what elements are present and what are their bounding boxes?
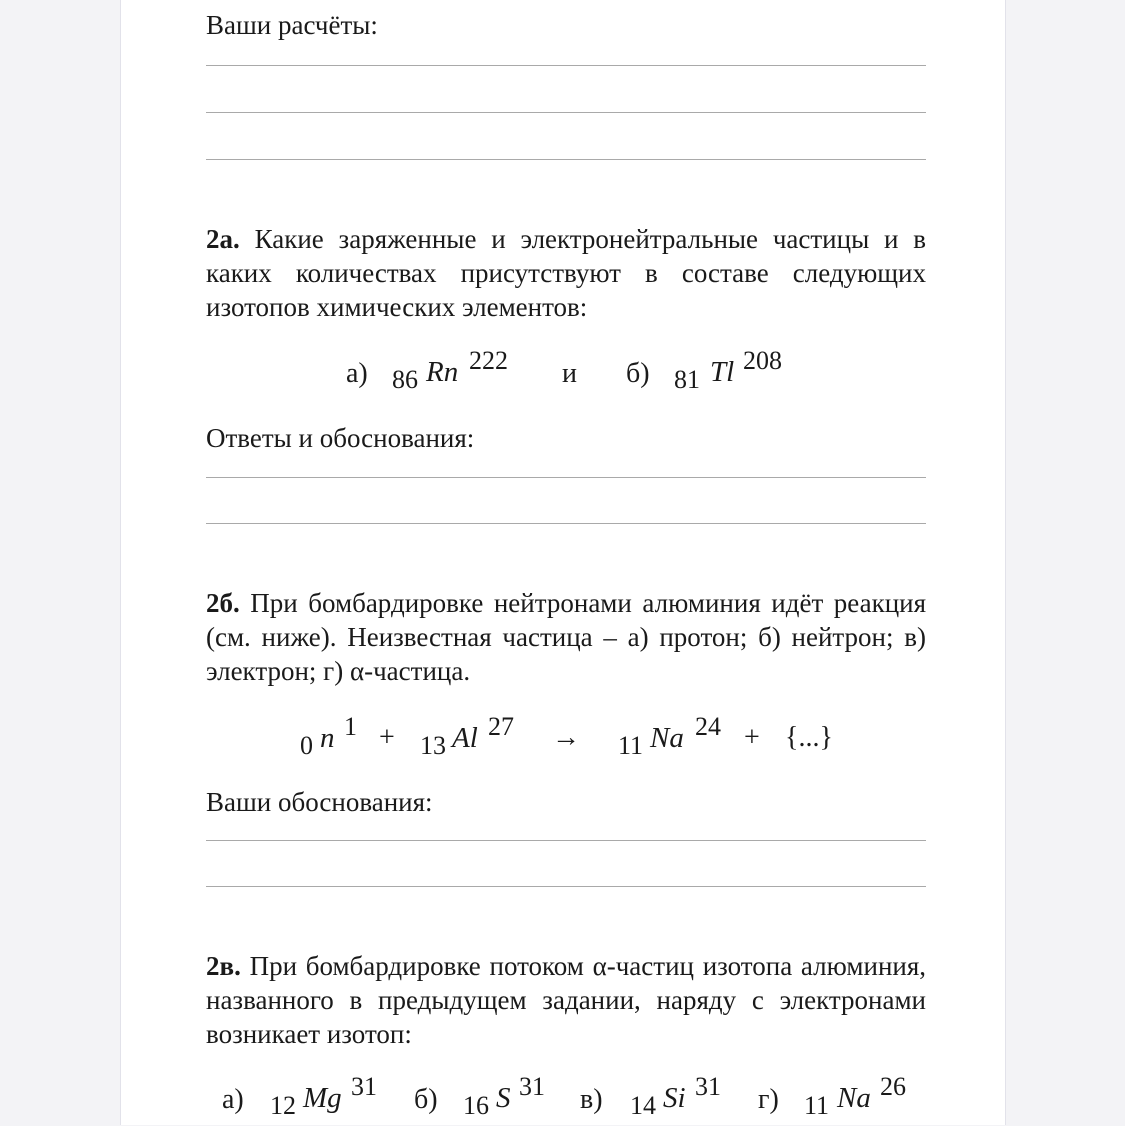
reasons-label: Ваши обоснования: <box>206 787 433 817</box>
answer-line <box>206 886 926 887</box>
atomic-number: 86 <box>392 365 418 394</box>
atomic-number: 11 <box>804 1091 830 1120</box>
element-symbol: Si <box>663 1082 686 1114</box>
question-2b <box>206 586 926 688</box>
answer-line <box>206 523 926 524</box>
atomic-number: 13 <box>420 731 446 760</box>
option-label: б) <box>414 1084 438 1115</box>
mass-number: 31 <box>695 1072 721 1101</box>
calculations-label: Ваши расчёты: <box>206 10 378 40</box>
atomic-number: 14 <box>630 1091 656 1120</box>
option-a-label: а) <box>346 358 368 389</box>
answer-line <box>206 840 926 841</box>
unknown-particle: {...} <box>785 722 833 753</box>
atomic-number: 12 <box>270 1091 296 1120</box>
mass-number: 26 <box>880 1072 906 1101</box>
element-symbol: Al <box>452 722 478 754</box>
element-symbol: n <box>320 722 335 754</box>
answer-line <box>206 65 926 66</box>
conjunction: и <box>562 358 577 389</box>
answer-line <box>206 112 926 113</box>
isotopes-formula <box>0 346 1125 400</box>
option-label: г) <box>758 1084 779 1115</box>
question-2a <box>206 222 926 324</box>
answer-line <box>206 477 926 478</box>
element-symbol: Na <box>650 722 684 754</box>
question-number: 2б. <box>206 588 240 618</box>
question-number: 2в. <box>206 951 241 981</box>
mass-number: 222 <box>469 346 508 375</box>
mass-number: 1 <box>344 712 357 741</box>
element-symbol: Na <box>837 1082 871 1114</box>
answers-label: Ответы и обоснования: <box>206 423 475 453</box>
question-2v <box>206 949 926 1051</box>
element-symbol: S <box>496 1082 511 1114</box>
element-symbol: Rn <box>426 356 459 388</box>
atomic-number: 11 <box>618 731 644 760</box>
question-text: При бомбардировке потоком α-частиц изотопа алюминия, названного в предыдущем задании, наряду с электронами возникает изотоп: <box>206 951 927 1049</box>
option-b-label: б) <box>626 358 650 389</box>
reaction-equation <box>0 712 1125 766</box>
plus-sign: + <box>744 722 760 753</box>
atomic-number: 0 <box>300 731 313 760</box>
question-number: 2а. <box>206 224 240 254</box>
question-text: При бомбардировке нейтронами алюминия идёт реакция (см. ниже). Неизвестная частица – а) протон; б) нейтрон; в) электрон; г) α-частица. <box>206 588 927 686</box>
option-label: а) <box>222 1084 244 1115</box>
element-symbol: Tl <box>710 356 735 388</box>
plus-sign: + <box>379 722 395 753</box>
answer-options <box>0 1072 1125 1126</box>
question-text: Какие заряженные и электронейтральные частицы и в каких количествах присутствуют в составе следующих изотопов химических элементов: <box>206 224 927 322</box>
mass-number: 24 <box>695 712 721 741</box>
mass-number: 31 <box>351 1072 377 1101</box>
element-symbol: Mg <box>303 1082 342 1114</box>
reaction-arrow: → <box>552 722 580 753</box>
atomic-number: 16 <box>463 1091 489 1120</box>
answer-line <box>206 159 926 160</box>
atomic-number: 81 <box>674 365 700 394</box>
mass-number: 27 <box>488 712 514 741</box>
mass-number: 31 <box>519 1072 545 1101</box>
mass-number: 208 <box>743 346 782 375</box>
option-label: в) <box>580 1084 603 1115</box>
